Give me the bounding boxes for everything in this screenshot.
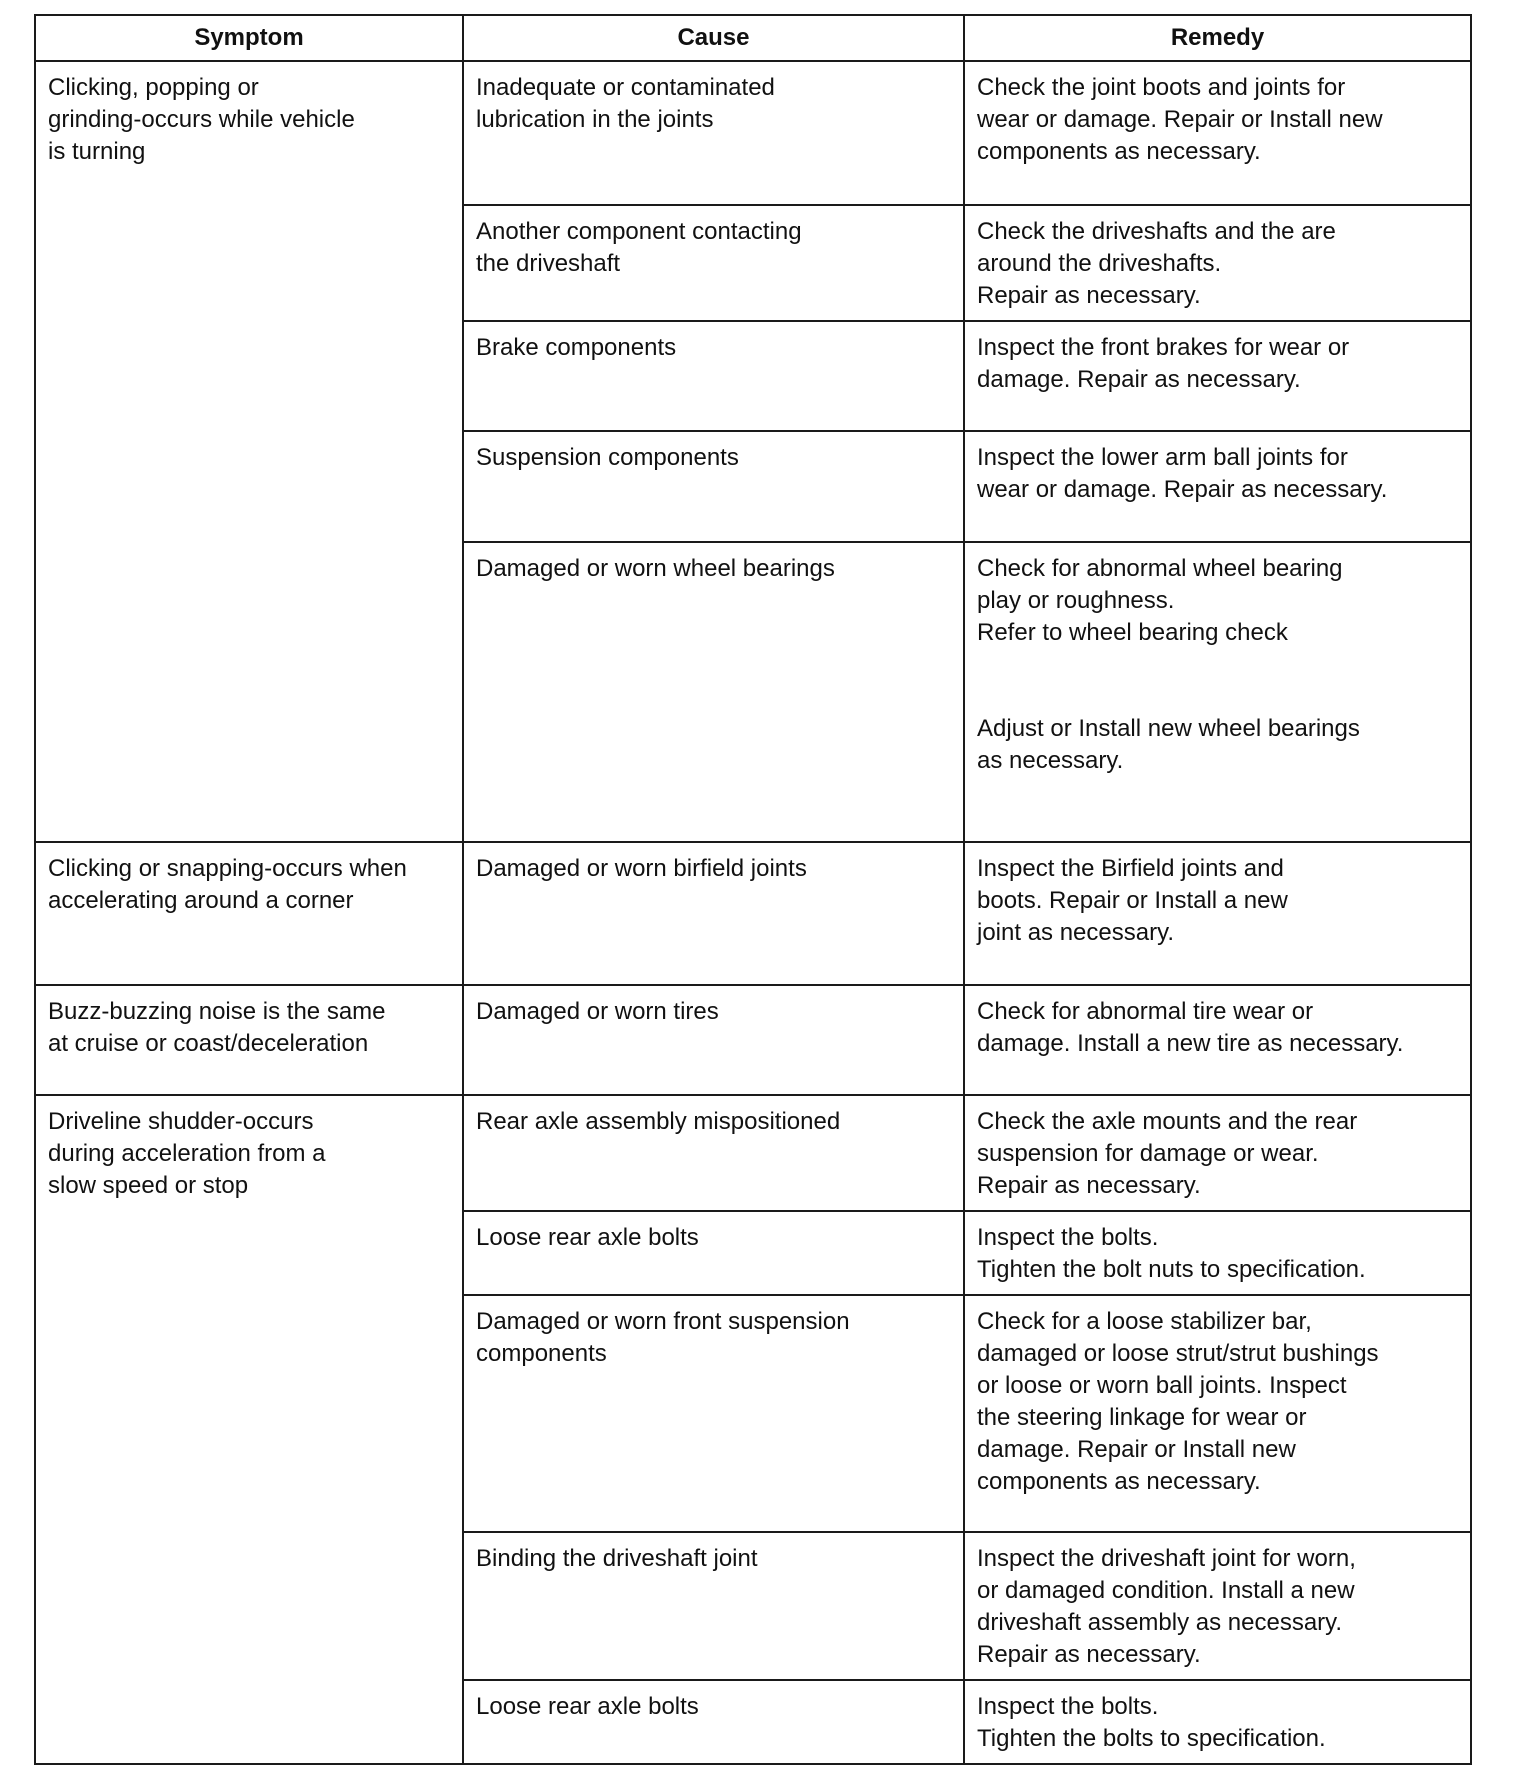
cause-cell: Damaged or worn tires (463, 985, 964, 1095)
remedy-cell: Check for a loose stabilizer bar, damaged or loose strut/strut bushings or loose or worn ball joints. Inspect the steering linkage for wear or damage. Repair or Install new components as necessary. (964, 1295, 1471, 1532)
symptom-cell: Clicking or snapping-occurs when accelerating around a corner (35, 842, 463, 985)
table-row (35, 985, 1471, 1095)
cause-cell: Suspension components (463, 431, 964, 542)
cause-cell: Inadequate or contaminated lubrication in the joints (463, 61, 964, 205)
remedy-cell: Inspect the front brakes for wear or damage. Repair as necessary. (964, 321, 1471, 431)
header-row (35, 15, 1471, 61)
cause-cell: Binding the driveshaft joint (463, 1532, 964, 1680)
remedy-cell: Inspect the Birfield joints and boots. Repair or Install a new joint as necessary. (964, 842, 1471, 985)
cause-cell: Rear axle assembly mispositioned (463, 1095, 964, 1211)
remedy-cell: Inspect the driveshaft joint for worn, or damaged condition. Install a new driveshaft assembly as necessary. Repair as necessary. (964, 1532, 1471, 1680)
troubleshooting-table (34, 14, 1472, 1765)
cause-cell: Another component contacting the driveshaft (463, 205, 964, 321)
cause-cell: Damaged or worn birfield joints (463, 842, 964, 985)
remedy-cell: Inspect the bolts. Tighten the bolts to specification. (964, 1680, 1471, 1764)
header-symptom: Symptom (35, 15, 463, 61)
symptom-cell: Clicking, popping or grinding-occurs while vehicle is turning (35, 61, 463, 842)
cause-cell: Loose rear axle bolts (463, 1680, 964, 1764)
cause-cell: Damaged or worn front suspension components (463, 1295, 964, 1532)
remedy-cell: Check the driveshafts and the are around the driveshafts. Repair as necessary. (964, 205, 1471, 321)
cause-cell: Brake components (463, 321, 964, 431)
remedy-cell: Check for abnormal wheel bearing play or roughness. Refer to wheel bearing check Adjust or Install new wheel bearings as necessary. (964, 542, 1471, 842)
symptom-cell: Buzz-buzzing noise is the same at cruise or coast/deceleration (35, 985, 463, 1095)
remedy-cell: Inspect the bolts. Tighten the bolt nuts to specification. (964, 1211, 1471, 1295)
cause-cell: Damaged or worn wheel bearings (463, 542, 964, 842)
table-row (35, 842, 1471, 985)
table-row (35, 1095, 1471, 1211)
remedy-cell: Check the joint boots and joints for wear or damage. Repair or Install new components as necessary. (964, 61, 1471, 205)
table-row (35, 61, 1471, 205)
header-remedy: Remedy (964, 15, 1471, 61)
remedy-cell: Check for abnormal tire wear or damage. Install a new tire as necessary. (964, 985, 1471, 1095)
cause-cell: Loose rear axle bolts (463, 1211, 964, 1295)
remedy-cell: Inspect the lower arm ball joints for wear or damage. Repair as necessary. (964, 431, 1471, 542)
symptom-cell: Driveline shudder-occurs during acceleration from a slow speed or stop (35, 1095, 463, 1764)
remedy-cell: Check the axle mounts and the rear suspension for damage or wear. Repair as necessary. (964, 1095, 1471, 1211)
header-cause: Cause (463, 15, 964, 61)
